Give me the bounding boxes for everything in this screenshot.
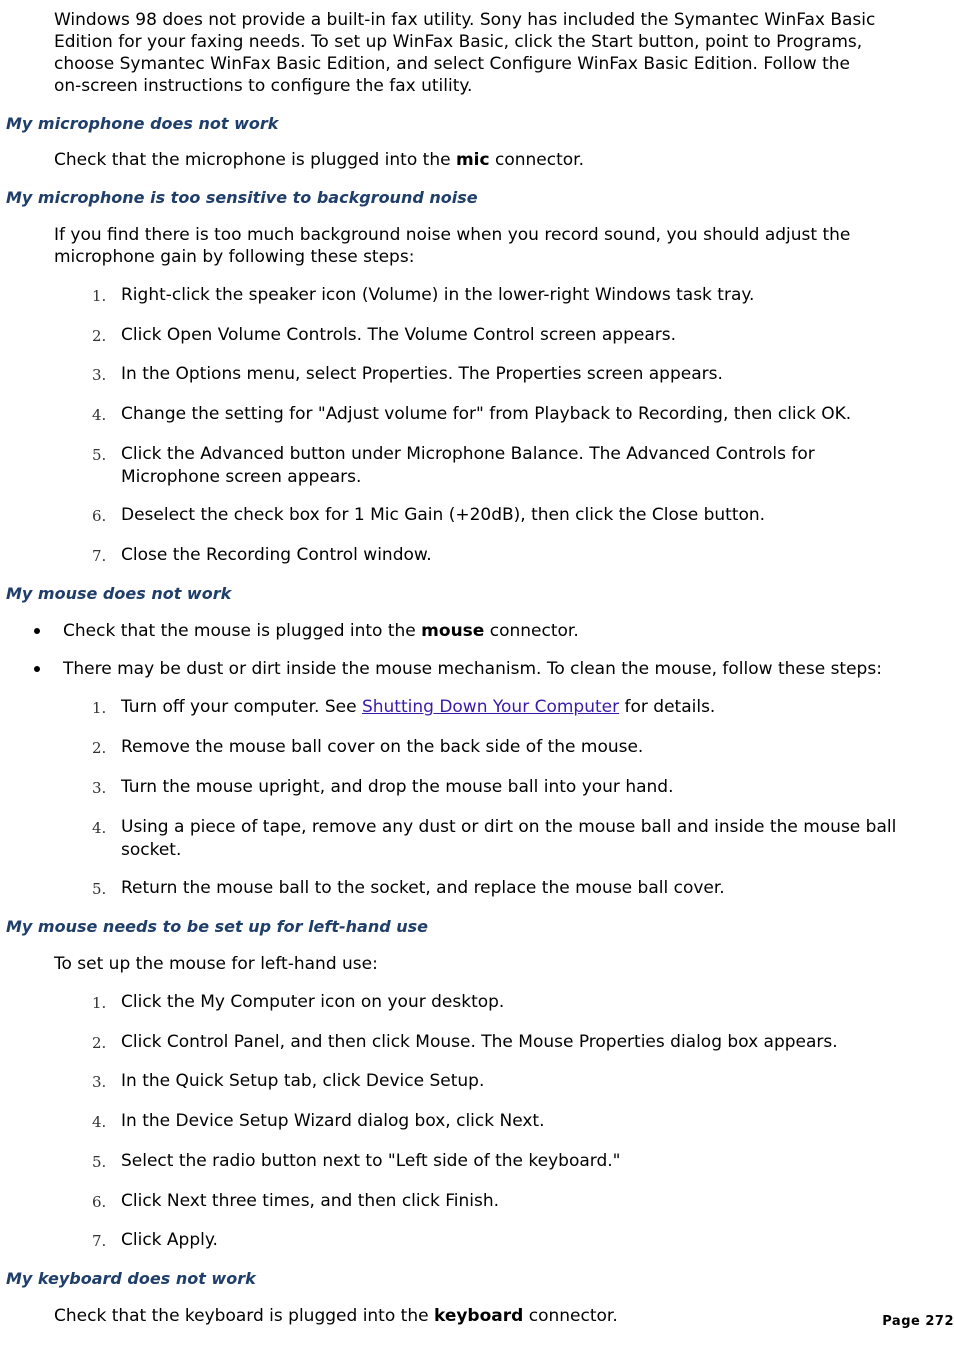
step-number: 3. (92, 366, 107, 384)
step-text: Close the Recording Control window. (121, 545, 432, 565)
step-text: Click Next three times, and then click Finish. (121, 1191, 500, 1211)
step-number: 1. (92, 994, 107, 1012)
step-number: 2. (92, 1034, 107, 1052)
left-hand-intro: To set up the mouse for left-hand use: (54, 954, 378, 974)
step-number: 5. (92, 880, 107, 898)
step-number: 3. (92, 779, 107, 797)
step-text (121, 696, 936, 719)
step-number: 5. (92, 1153, 107, 1171)
step-text: Click Apply. (121, 1230, 218, 1250)
step-line: Using a piece of tape, remove any dust or dirt on the mouse ball and inside the mouse ball (121, 817, 897, 837)
bullet-text (63, 620, 938, 642)
intro-line: choose Symantec WinFax Basic Edition, and select Configure WinFax Basic Edition. Follow the (54, 54, 850, 74)
bullet-text: There may be dust or dirt inside the mouse mechanism. To clean the mouse, follow these steps: (63, 659, 882, 679)
text: Check that the mouse is plugged into the (63, 621, 422, 641)
bullet-dot-icon (34, 666, 40, 672)
step-number: 2. (92, 327, 107, 345)
bullet-dot-icon (34, 628, 40, 634)
text: connector. (484, 621, 579, 641)
step-number: 2. (92, 739, 107, 757)
step-text: Change the setting for "Adjust volume for" from Playback to Recording, then click OK. (121, 404, 852, 424)
para-line: microphone gain by following these steps: (54, 247, 415, 267)
heading-microphone-not-work: My microphone does not work (6, 114, 279, 133)
heading-microphone-sensitive: My microphone is too sensitive to background noise (6, 188, 478, 207)
step-number: 6. (92, 507, 107, 525)
step-number: 4. (92, 819, 107, 837)
step-text: Click the My Computer icon on your desktop. (121, 992, 505, 1012)
para-line: If you find there is too much background noise when you record sound, you should adjust the (54, 225, 851, 245)
text: for details. (619, 697, 716, 717)
step-number: 1. (92, 287, 107, 305)
step-text: Turn the mouse upright, and drop the mouse ball into your hand. (121, 777, 674, 797)
step-text: Select the radio button next to "Left side of the keyboard." (121, 1151, 621, 1171)
text: Check that the microphone is plugged into the (54, 150, 456, 170)
text: connector. (523, 1306, 618, 1326)
step-text: Click Control Panel, and then click Mouse. The Mouse Properties dialog box appears. (121, 1032, 838, 1052)
step-text (121, 816, 936, 862)
bold-term: keyboard (433, 1306, 524, 1326)
step-text: In the Device Setup Wizard dialog box, click Next. (121, 1111, 545, 1131)
bold-term: mouse (421, 621, 485, 641)
bold-term: mic (455, 150, 490, 170)
step-number: 5. (92, 446, 107, 464)
intro-line: on-screen instructions to configure the fax utility. (54, 76, 473, 96)
step-number: 7. (92, 1232, 107, 1250)
text: connector. (489, 150, 584, 170)
text: Turn off your computer. See (121, 697, 362, 717)
step-text: Right-click the speaker icon (Volume) in the lower-right Windows task tray. (121, 285, 755, 305)
microphone-check-paragraph (54, 149, 934, 171)
intro-line: Edition for your faxing needs. To set up WinFax Basic, click the Start button, point to Programs, (54, 32, 863, 52)
page-number: Page 272 (882, 1314, 954, 1329)
microphone-gain-intro (54, 224, 934, 268)
step-line: Microphone screen appears. (121, 467, 362, 487)
step-text: Click Open Volume Controls. The Volume Control screen appears. (121, 325, 677, 345)
step-number: 7. (92, 547, 107, 565)
step-number: 4. (92, 1113, 107, 1131)
shutting-down-link[interactable]: Shutting Down Your Computer (361, 697, 620, 717)
step-line: socket. (121, 840, 182, 860)
keyboard-check-paragraph (54, 1305, 814, 1327)
step-number: 1. (92, 699, 107, 717)
step-number: 6. (92, 1193, 107, 1211)
step-text: Return the mouse ball to the socket, and replace the mouse ball cover. (121, 878, 725, 898)
step-text: Deselect the check box for 1 Mic Gain (+20dB), then click the Close button. (121, 505, 766, 525)
step-number: 3. (92, 1073, 107, 1091)
step-text: In the Quick Setup tab, click Device Setup. (121, 1071, 485, 1091)
step-text: In the Options menu, select Properties. The Properties screen appears. (121, 364, 723, 384)
text: Check that the keyboard is plugged into the (54, 1306, 434, 1326)
intro-paragraph (54, 9, 934, 97)
intro-line: Windows 98 does not provide a built-in fax utility. Sony has included the Symantec WinFax Basic (54, 10, 876, 30)
heading-mouse-not-work: My mouse does not work (6, 584, 232, 603)
heading-keyboard-not-work: My keyboard does not work (6, 1269, 256, 1288)
step-text: Remove the mouse ball cover on the back side of the mouse. (121, 737, 644, 757)
step-text (121, 443, 936, 489)
step-line: Click the Advanced button under Microphone Balance. The Advanced Controls for (121, 444, 815, 464)
heading-mouse-left-hand: My mouse needs to be set up for left-hand use (6, 917, 429, 936)
step-number: 4. (92, 406, 107, 424)
